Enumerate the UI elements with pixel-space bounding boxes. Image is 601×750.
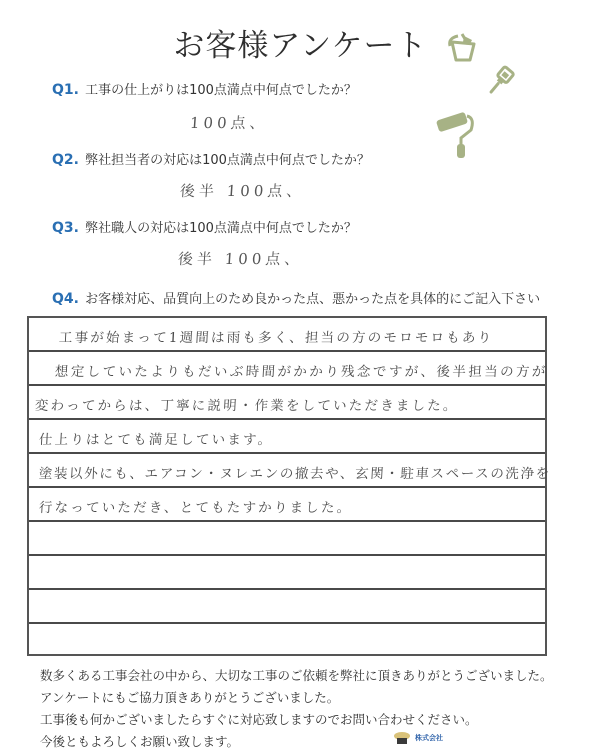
- answer-1: 100点、: [189, 114, 270, 132]
- comment-line[interactable]: [29, 624, 545, 658]
- question-text: 弊社担当者の対応は100点満点中何点でしたか？: [85, 153, 370, 168]
- answer-3: 後半 100点、: [177, 250, 305, 268]
- page-title: お客様アンケート: [173, 28, 428, 64]
- comment-text: 塗装以外にも、エアコン・ヌレエンの撤去や、玄関・駐車スペースの洗浄を: [38, 466, 552, 482]
- answer-2: 後半 100点、: [179, 182, 307, 200]
- footer-line: アンケートにもご協力頂きありがとうございました。: [40, 690, 340, 705]
- mascot-icon: [393, 731, 411, 744]
- comment-line[interactable]: [29, 454, 552, 488]
- comment-text: 仕上りはとても満足しています。: [38, 432, 274, 448]
- comment-line[interactable]: [29, 420, 545, 454]
- question-1: [52, 79, 357, 98]
- paint-roller-icon: [435, 110, 481, 160]
- paint-brush-icon: [482, 64, 516, 98]
- footer-line: 工事後も何かございましたらすぐに対応致しますのでお問い合わせください。: [40, 712, 478, 727]
- comment-line[interactable]: [29, 556, 545, 590]
- question-number: Q1.: [52, 82, 79, 98]
- comment-line[interactable]: [29, 386, 545, 420]
- question-3: [52, 217, 357, 236]
- question-text: 工事の仕上がりは100点満点中何点でしたか？: [85, 83, 357, 98]
- comment-line[interactable]: [29, 318, 545, 352]
- question-number: Q3.: [52, 220, 79, 236]
- question-2: [52, 149, 370, 168]
- question-number: Q2.: [52, 152, 79, 168]
- question-number: Q4.: [52, 291, 79, 307]
- comment-line[interactable]: [29, 590, 545, 624]
- paint-bucket-icon: [444, 30, 480, 66]
- comment-box[interactable]: [27, 316, 552, 656]
- comment-line[interactable]: [29, 488, 545, 522]
- question-text: お客様対応、品質向上のため良かった点、悪かった点を具体的にご記入下さい: [85, 292, 541, 307]
- comment-text: 行なっていただき、とてもたすかりました。: [38, 500, 353, 516]
- comment-line[interactable]: [29, 522, 545, 556]
- logo-text: 株式会社: [415, 734, 443, 742]
- company-logo: [393, 731, 453, 744]
- question-text: 弊社職人の対応は100点満点中何点でしたか？: [85, 221, 357, 236]
- comment-text: 工事が始まって1週間は雨も多く、担当の方のモロモロもあり: [58, 330, 494, 346]
- comment-text: 変わってからは、丁寧に説明・作業をしていただきました。: [34, 398, 460, 414]
- comment-line[interactable]: [29, 352, 549, 386]
- footer-line: 数多くある工事会社の中から、大切な工事のご依頼を弊社に頂きありがとうございました。: [40, 668, 553, 683]
- footer-line: 今後ともよろしくお願い致します。: [40, 734, 240, 749]
- comment-text: 想定していたよりもだいぶ時間がかかり残念ですが、後半担当の方が: [54, 364, 549, 380]
- question-4: [52, 288, 540, 307]
